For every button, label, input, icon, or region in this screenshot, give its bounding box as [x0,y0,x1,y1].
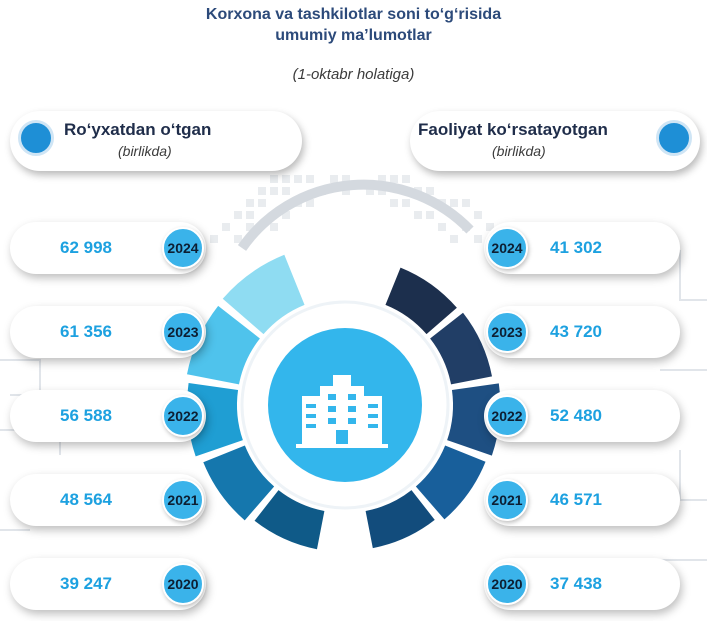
active-value: 37 438 [550,574,602,593]
registered-value: 56 588 [60,406,112,425]
registered-header [10,111,302,171]
active-value: 52 480 [550,406,602,425]
registered-value: 39 247 [60,574,112,593]
year-badge: 2023 [486,311,528,353]
year-badge: 2022 [486,395,528,437]
title-line-1: Korxona va tashkilotlar soni to‘g‘risida [205,6,502,23]
registered-value: 62 998 [60,238,112,257]
registered-unit: (birlikda) [118,143,172,159]
year-badge: 2020 [162,563,204,605]
active-value: 41 302 [550,238,602,257]
active-value: 46 571 [550,490,602,509]
active-row [484,474,680,526]
subtitle-date: (1-oktabr holatiga) [292,66,415,83]
active-row [484,306,680,358]
registered-row [10,390,206,442]
active-value: 43 720 [550,322,602,341]
year-badge: 2021 [486,479,528,521]
active-series-name: Faoliyat ko‘rsatayotgan [418,120,608,139]
year-badge: 2024 [486,227,528,269]
title-line-2: umumiy ma’lumotlar [275,27,432,44]
registered-dot-icon [18,120,54,156]
registered-series-name: Ro‘yxatdan o‘tgan [64,120,212,139]
active-dot-icon [656,120,692,156]
registered-value: 48 564 [60,490,112,509]
active-header [410,111,700,171]
year-badge: 2024 [162,227,204,269]
year-badge: 2022 [162,395,204,437]
registered-row [10,306,206,358]
active-unit: (birlikda) [492,143,546,159]
registered-value: 61 356 [60,322,112,341]
registered-row [10,474,206,526]
year-badge: 2020 [486,563,528,605]
active-row [484,558,680,610]
active-row [484,222,680,274]
page-title [0,4,707,46]
registered-row [10,222,206,274]
year-badge: 2023 [162,311,204,353]
year-badge: 2021 [162,479,204,521]
active-row [484,390,680,442]
registered-row [10,558,206,610]
